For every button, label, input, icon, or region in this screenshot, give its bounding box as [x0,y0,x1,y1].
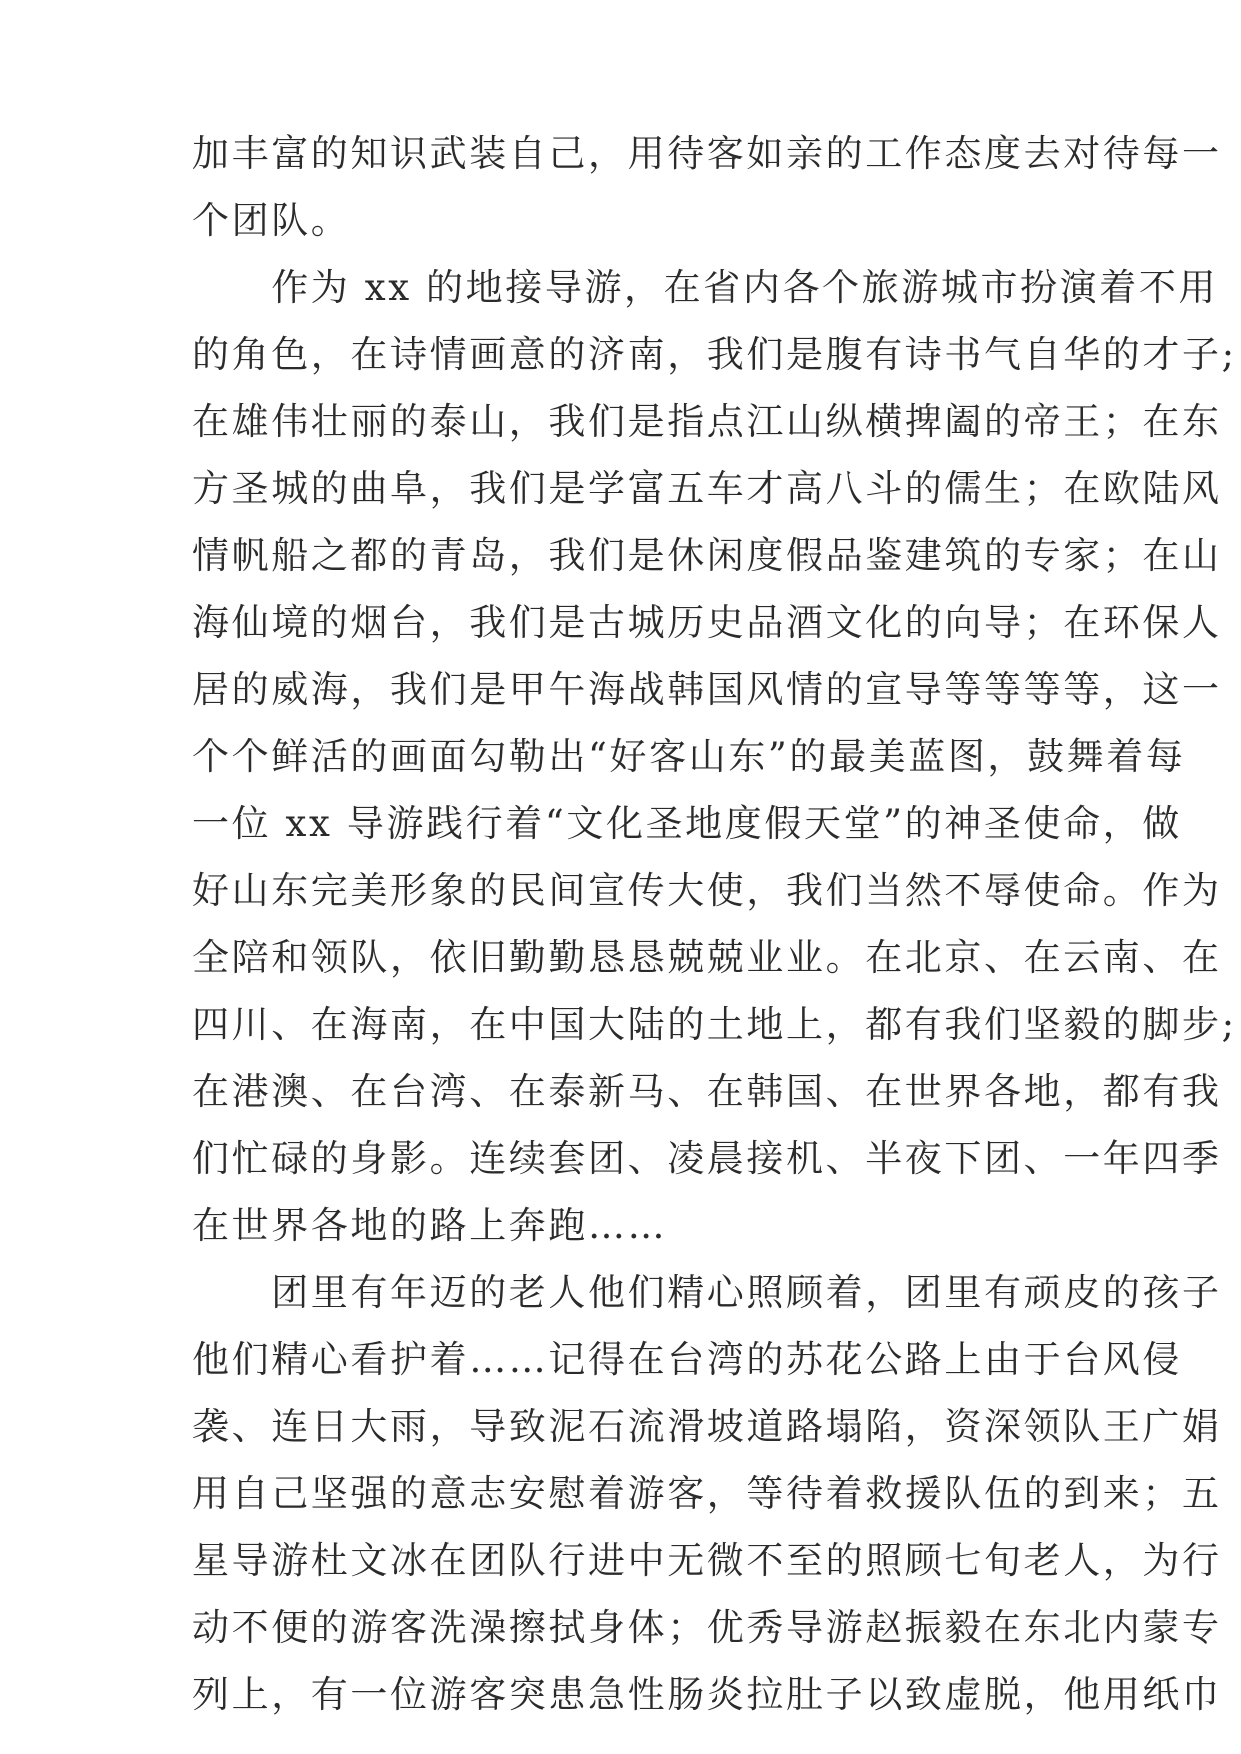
text-line: 列上，有一位游客突患急性肠炎拉肚子以致虚脱，他用纸巾 [192,1673,1222,1716]
text-line: 团里有年迈的老人他们精心照顾着，团里有顽皮的孩子 [192,1271,1222,1314]
text-line: 在雄伟壮丽的泰山，我们是指点江山纵横捭阖的帝王；在东 [192,400,1222,443]
text-line: 个个鲜活的画面勾勒出“好客山东”的最美蓝图，鼓舞着每 [192,735,1186,778]
text-line: 全陪和领队，依旧勤勤恳恳兢兢业业。在北京、在云南、在 [192,936,1222,979]
text-line: 好山东完美形象的民间宣传大使，我们当然不辱使命。作为 [192,869,1222,912]
text-line: 的角色，在诗情画意的济南，我们是腹有诗书气自华的才子; [192,333,1237,376]
text-line: 四川、在海南，在中国大陆的土地上，都有我们坚毅的脚步; [192,1003,1237,1046]
text-line: 作为 xx 的地接导游，在省内各个旅游城市扮演着不用 [192,266,1219,309]
text-line: 星导游杜文冰在团队行进中无微不至的照顾七旬老人，为行 [192,1539,1222,1582]
text-line: 动不便的游客洗澡擦拭身体；优秀导游赵振毅在东北内蒙专 [192,1606,1222,1649]
text-line: 在港澳、在台湾、在泰新马、在韩国、在世界各地，都有我 [192,1070,1222,1113]
text-line: 加丰富的知识武装自己，用待客如亲的工作态度去对待每一 [192,132,1222,175]
text-line: 他们精心看护着……记得在台湾的苏花公路上由于台风侵 [192,1338,1182,1381]
text-line: 居的威海，我们是甲午海战韩国风情的宣导等等等等，这一 [192,668,1222,711]
text-line: 们忙碌的身影。连续套团、凌晨接机、半夜下团、一年四季 [192,1137,1222,1180]
text-line: 在世界各地的路上奔跑…… [192,1204,668,1247]
text-line: 情帆船之都的青岛，我们是休闲度假品鉴建筑的专家；在山 [192,534,1222,577]
text-line: 一位 xx 导游践行着“文化圣地度假天堂”的神圣使命，做 [192,802,1182,845]
text-line: 方圣城的曲阜，我们是学富五车才高八斗的儒生；在欧陆风 [192,467,1222,510]
text-line: 海仙境的烟台，我们是古城历史品酒文化的向导；在环保人 [192,601,1222,644]
text-line: 个团队。 [192,199,351,242]
text-line: 用自己坚强的意志安慰着游客，等待着救援队伍的到来；五 [192,1472,1222,1515]
body-text [192,120,1237,1728]
text-line: 袭、连日大雨，导致泥石流滑坡道路塌陷，资深领队王广娟 [192,1405,1222,1448]
